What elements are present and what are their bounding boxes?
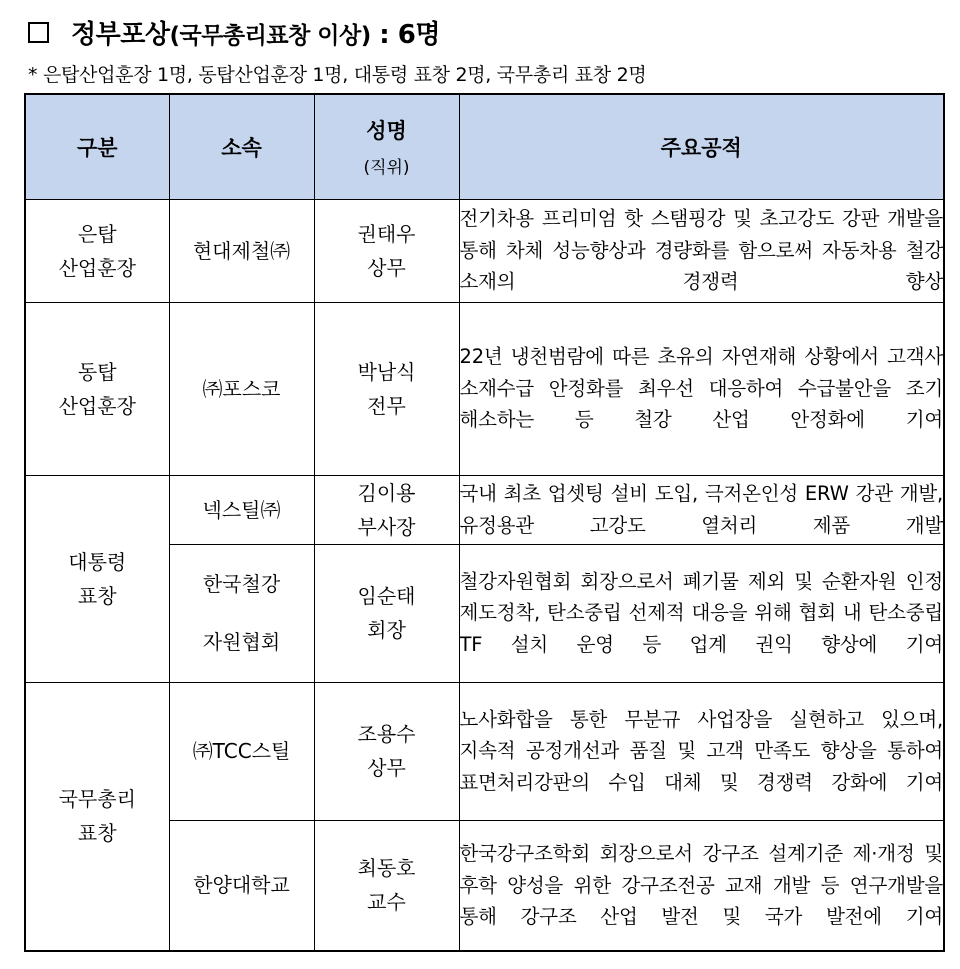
affiliation-cell [169,544,314,682]
achievement-cell: 노사화합을 통한 무분규 사업장을 실현하고 있으며, 지속적 공정개선과 품질 및 고객 만족도 향상을 통하여 표면처리강판의 수입 대체 및 경쟁력 강화에 기여 [459,682,944,820]
person-name: 김이용 [357,480,416,505]
table-row [25,199,944,302]
table-row [25,682,944,820]
category-line: 표창 [77,821,117,846]
category-line: 동탑 [77,359,117,384]
achievement-cell: 국내 최초 업셋팅 설비 도입, 극저온인성 ERW 강관 개발, 유정용관 고강도 열처리 제품 개발 [459,475,944,544]
achievement-cell: 전기차용 프리미엄 핫 스탬핑강 및 초고강도 강판 개발을 통해 차체 성능향상과 경량화를 함으로써 자동차용 철강 소재의 경쟁력 향상 [459,199,944,302]
category-cell [25,475,169,682]
title-main: 정부포상 [71,19,170,50]
header-name: 성명 [366,119,407,144]
name-cell [314,302,459,475]
title-count: : 6명 [370,19,440,50]
person-position: 교수 [367,890,406,915]
person-position: 회장 [367,618,406,642]
header-position: (직위) [363,158,410,179]
section-title [71,14,440,51]
affiliation-cell: 현대제철㈜ [169,199,314,302]
header-name-position [314,94,459,199]
category-line: 산업훈장 [58,393,136,418]
person-position: 전무 [367,393,406,418]
category-line: 대통령 [68,549,127,574]
table-row [25,475,944,544]
affiliation-line: 자원협회 [202,630,281,654]
achievement-cell: 22년 냉천범람에 따른 초유의 자연재해 상황에서 고객사 소재수급 안정화를 최우선 대응하여 수급불안을 조기 해소하는 등 철강 산업 안정화에 기여 [459,302,944,475]
affiliation-line: 한국철강 [202,572,281,596]
category-line: 표창 [77,583,117,608]
category-line: 국무총리 [58,787,136,812]
table-header-row [25,94,944,199]
affiliation-cell: 한양대학교 [169,820,314,951]
affiliation-cell: ㈜TCC스틸 [169,682,314,820]
name-cell [314,682,459,820]
person-name: 조용수 [357,722,416,746]
achievement-cell: 철강자원협회 회장으로서 폐기물 제외 및 순환자원 인정 제도정착, 탄소중립 선제적 대응을 위해 협회 내 탄소중립 TF 설치 운영 등 업계 권익 향상에 기여 [459,544,944,682]
header-achievements: 주요공적 [459,94,944,199]
person-position: 상무 [367,255,406,280]
name-cell [314,199,459,302]
category-line: 산업훈장 [58,255,136,280]
person-position: 부사장 [357,514,416,539]
section-heading [28,12,440,52]
achievement-cell: 한국강구조학회 회장으로서 강구조 설계기준 제·개정 및 후학 양성을 위한 강구조전공 교재 개발 등 연구개발을 통해 강구조 산업 발전 및 국가 발전에 기여 [459,820,944,951]
table-row [25,302,944,475]
person-name: 임순태 [357,584,416,608]
person-name: 최동호 [357,856,416,881]
category-cell [25,302,169,475]
award-summary-note: * 은탑산업훈장 1명, 동탑산업훈장 1명, 대통령 표창 2명, 국무총리 표창 2명 [28,64,647,86]
category-cell [25,682,169,951]
category-cell [25,199,169,302]
person-name: 박남식 [357,359,416,384]
header-category: 구분 [25,94,169,199]
affiliation-cell: 넥스틸㈜ [169,475,314,544]
header-affiliation: 소속 [169,94,314,199]
category-line: 은탑 [77,221,117,246]
name-cell [314,475,459,544]
checkbox-square-icon [28,22,49,43]
person-position: 상무 [367,756,406,780]
awards-table [24,93,945,952]
title-sub: (국무총리표창 이상) [169,22,371,49]
affiliation-cell: ㈜포스코 [169,302,314,475]
name-cell [314,544,459,682]
person-name: 권태우 [357,221,416,246]
name-cell [314,820,459,951]
